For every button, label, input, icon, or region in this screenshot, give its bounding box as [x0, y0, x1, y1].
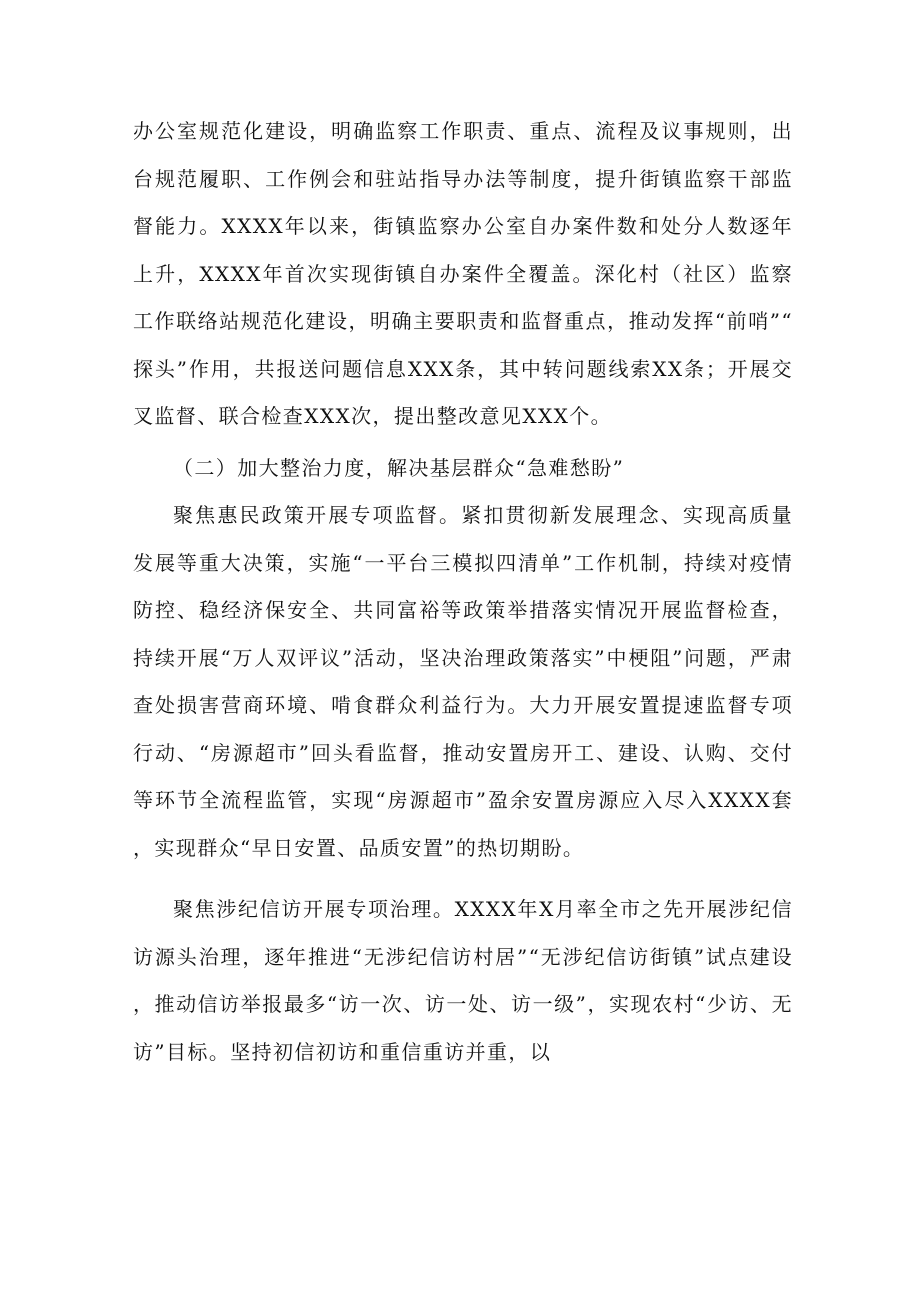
document-body — [133, 108, 793, 1076]
section-heading: （二）加大整治力度，解决基层群众“急难愁盼” — [173, 455, 625, 480]
paragraph-continuation: 办公室规范化建设，明确监察工作职责、重点、流程及议事规则，出台规范履职、工作例会和驻站指导办法等制度，提升街镇监察干部监督能力。XXXX年以来，街镇监察办公室自办案件数和处分人数逐年上升，XXXX年首次实现街镇自办案件全覆盖。深化村（社区）监察工作联络站规范化建设，明确主要职责和监督重点，推动发挥“前哨”“探头”作用，共报送问题信息XXX条，其中转问题线索XX条；开展交叉监督、联合检查XXX次，提出整改意见XXX个。 — [133, 119, 793, 428]
paragraph-petition-governance: 聚焦涉纪信访开展专项治理。XXXX年X月率全市之先开展涉纪信访源头治理，逐年推进“无涉纪信访村居”“无涉纪信访街镇”试点建设，推动信访举报最多“访一次、访一处、访一级”，实现农村“少访、无访”目标。坚持初信初访和重信重访并重，以 — [133, 897, 793, 1064]
paragraph-policy-supervision: 聚焦惠民政策开展专项监督。紧扣贯彻新发展理念、实现高质量发展等重大决策，实施“一平台三模拟四清单”工作机制，持续对疫情防控、稳经济保安全、共同富裕等政策举措落实情况开展监督检查，持续开展“万人双评议”活动，坚决治理政策落实”中梗阻”问题，严肃查处损害营商环境、啃食群众利益行为。大力开展安置提速监督专项行动、“房源超市”回头看监督，推动安置房开工、建设、认购、交付等环节全流程监管，实现“房源超市”盈余安置房源应入尽入XXXX套，实现群众“早日安置、品质安置”的热切期盼。 — [133, 503, 793, 860]
